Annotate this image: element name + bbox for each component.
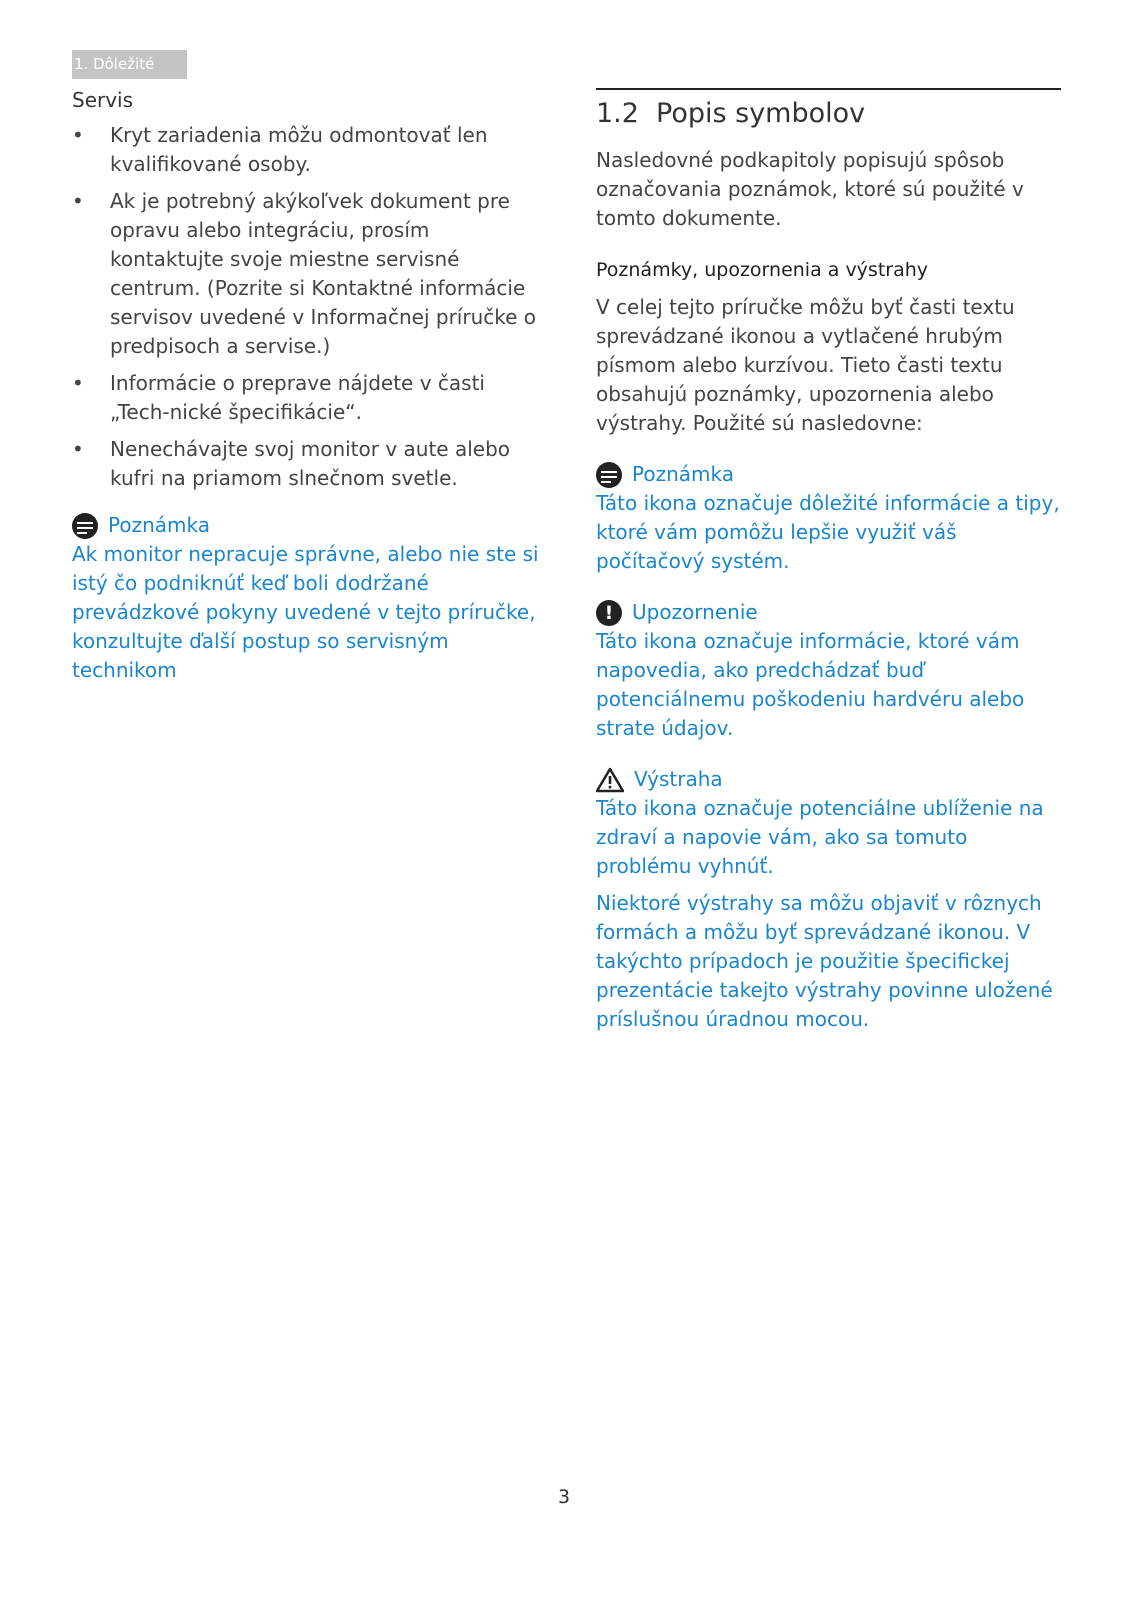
warning-block [596, 765, 1061, 1034]
bullet-text: Informácie o preprave nájdete v časti „Tech-nické špecifikácie“. [110, 371, 485, 424]
warning-text-extra: Niektoré výstrahy sa môžu objaviť v rôznych formách a môžu byť sprevádzané ikonou. V takýchto prípadoch je použitie špecifickej prezentácie takejto výstrahy povinne uložené príslušnou úradnou mocou. [596, 891, 1053, 1031]
note-block [596, 460, 1061, 576]
left-note-header [72, 511, 542, 540]
note-icon [596, 462, 622, 488]
page-number: 3 [557, 1486, 571, 1508]
left-note [72, 511, 542, 685]
subheading: Poznámky, upozornenia a výstrahy [596, 259, 929, 281]
section-title [596, 96, 1061, 132]
warning-label: Výstraha [634, 767, 723, 791]
note-label: Poznámka [632, 462, 734, 486]
bullet-text: Nenechávajte svoj monitor v aute alebo kufri na priamom slnečnom svetle. [110, 437, 511, 490]
left-column [72, 86, 542, 685]
list-item [72, 435, 542, 493]
caution-block [596, 598, 1061, 743]
caution-text: Táto ikona označuje informácie, ktoré vám napovedia, ako predchádzať buď potenciálnemu poškodeniu hardvéru alebo strate údajov. [596, 629, 1025, 740]
warning-icon [596, 767, 624, 793]
servis-heading: Servis [72, 88, 134, 112]
list-item [72, 369, 542, 427]
warning-text: Táto ikona označuje potenciálne ublíženie na zdraví a napovie vám, ako sa tomuto problému vyhnúť. [596, 796, 1044, 878]
body-paragraph: V celej tejto príručke môžu byť časti textu sprevádzané ikonou a vytlačené hrubým písmom alebo kurzívou. Tieto časti textu obsahujú poznámky, upozornenia alebo výstrahy. Použité sú nasledovne: [596, 295, 1015, 435]
warning-header [596, 765, 1061, 794]
bullet-marker: • [72, 437, 84, 461]
bullet-text: Ak je potrebný akýkoľvek dokument pre opravu alebo integráciu, prosím kontaktujte svoje miestne servisné centrum. (Pozrite si Kontaktné informácie servisov uvedené v Informačnej príručke o predpisoch a servise.) [110, 189, 537, 358]
bullet-marker: • [72, 189, 84, 213]
caution-header [596, 598, 1061, 627]
caution-label: Upozornenie [632, 600, 758, 624]
left-note-text: Ak monitor nepracuje správne, alebo nie ste si istý čo podniknúť keď boli dodržané prevádzkové pokyny uvedené v tejto príručke, konzultujte ďalší postup so servisným technikom [72, 542, 539, 682]
list-item [72, 187, 542, 361]
list-item [72, 121, 542, 179]
note-text: Táto ikona označuje dôležité informácie a tipy, ktoré vám pomôžu lepšie využiť váš počítačový systém. [596, 491, 1060, 573]
section-number: 1.2 [596, 98, 639, 129]
bullet-text: Kryt zariadenia môžu odmontovať len kvalifikované osoby. [110, 123, 488, 176]
bullet-marker: • [72, 123, 84, 147]
intro-paragraph: Nasledovné podkapitoly popisujú spôsob označovania poznámok, ktoré sú použité v tomto dokumente. [596, 148, 1024, 230]
note-header [596, 460, 1061, 489]
section-tab: 1. Dôležité [72, 50, 187, 79]
section-divider [596, 88, 1061, 90]
right-column [596, 88, 1061, 1034]
servis-bullet-list [72, 121, 542, 493]
note-icon [72, 513, 98, 539]
bullet-marker: • [72, 371, 84, 395]
section-title-text: Popis symbolov [656, 98, 866, 129]
caution-icon: ! [596, 600, 622, 626]
left-note-label: Poznámka [108, 513, 210, 537]
